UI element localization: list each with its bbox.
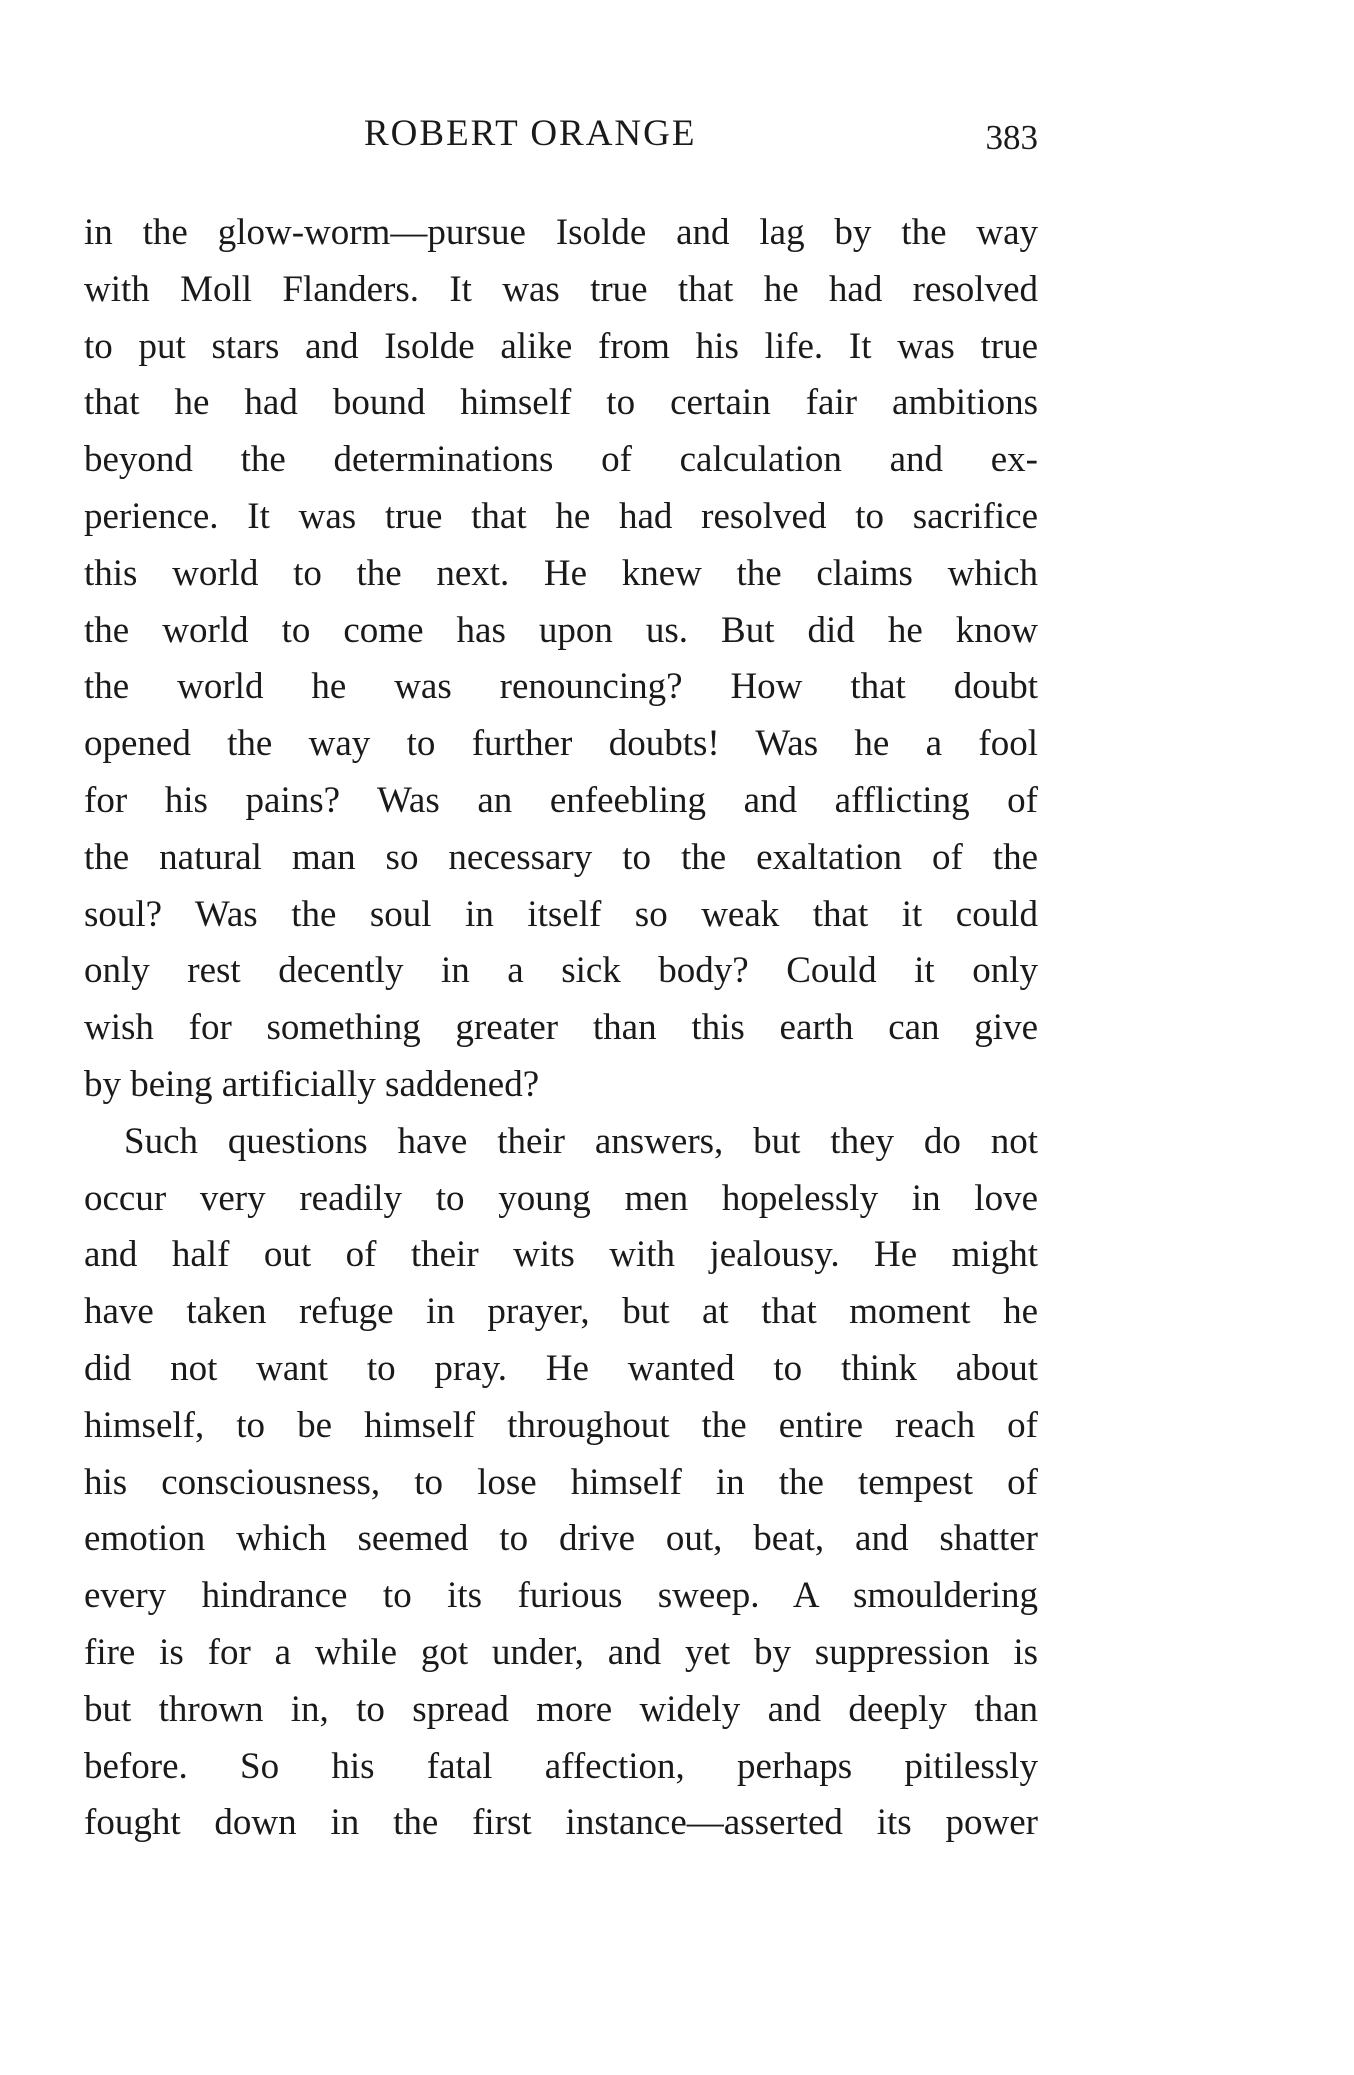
paragraph-start-line: Such questions have their answers, but they do not [124,1120,1038,1162]
text-line: and half out of their wits with jealousy. He might [84,1234,1038,1276]
text-line: the world to come has upon us. But did he know [84,609,1038,651]
text-line: the natural man so necessary to the exaltation of the [84,836,1038,878]
text-line: with Moll Flanders. It was true that he had resolved [84,268,1038,310]
body-text [84,205,1038,1852]
text-line: occur very readily to young men hopelessly in love [84,1177,1038,1219]
text-line: but thrown in, to spread more widely and deeply than [84,1688,1038,1730]
text-line: soul? Was the soul in itself so weak that it could [84,893,1038,935]
page-header [84,112,1038,172]
text-line: for his pains? Was an enfeebling and afflicting of [84,779,1038,821]
text-line: that he had bound himself to certain fair ambitions [84,382,1038,424]
text-line: this world to the next. He knew the claims which [84,552,1038,594]
text-line: fire is for a while got under, and yet by suppression is [84,1631,1038,1673]
text-line: fought down in the first instance—asserted its power [84,1802,1038,1844]
paragraph-end-line: by being artificially saddened? [84,1063,540,1105]
text-line: himself, to be himself throughout the entire reach of [84,1404,1038,1446]
text-line: only rest decently in a sick body? Could it only [84,950,1038,992]
text-line: did not want to pray. He wanted to think about [84,1347,1038,1389]
text-line: emotion which seemed to drive out, beat, and shatter [84,1518,1038,1560]
page-number: 383 [985,118,1038,157]
text-line: every hindrance to its furious sweep. A smouldering [84,1575,1038,1617]
text-line: beyond the determinations of calculation and ex- [84,439,1038,481]
running-title: ROBERT ORANGE [364,113,697,154]
text-line: his consciousness, to lose himself in the tempest of [84,1461,1038,1503]
text-line: wish for something greater than this earth can give [84,1007,1038,1049]
text-line: before. So his fatal affection, perhaps pitilessly [84,1745,1038,1787]
text-line: have taken refuge in prayer, but at that moment he [84,1291,1038,1333]
text-line: to put stars and Isolde alike from his life. It was true [84,325,1038,367]
text-line: opened the way to further doubts! Was he a fool [84,723,1038,765]
text-line: the world he was renouncing? How that doubt [84,666,1038,708]
text-line: in the glow-worm—pursue Isolde and lag by the way [84,212,1038,253]
text-line: perience. It was true that he had resolved to sacrifice [84,495,1038,537]
